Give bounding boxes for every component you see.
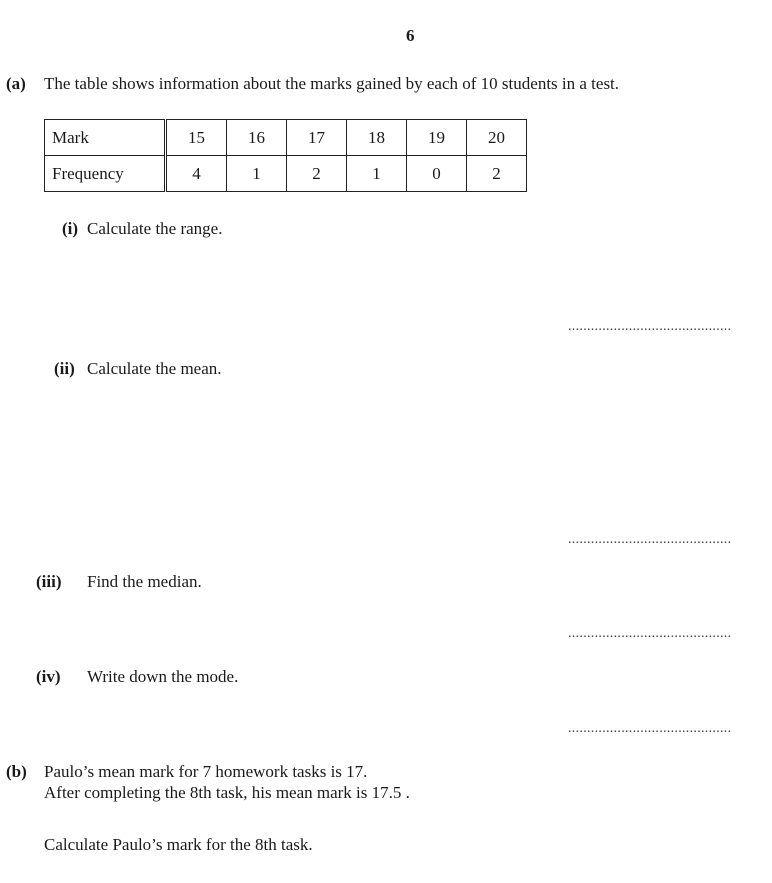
- question-ii-text: Calculate the mean.: [87, 359, 222, 378]
- table-cell-mark: 15: [166, 120, 227, 156]
- table-cell-mark: 20: [467, 120, 527, 156]
- row-header-mark: Mark: [45, 120, 166, 156]
- part-a-intro: The table shows information about the marks gained by each of 10 students in a test.: [44, 74, 620, 93]
- table-cell-mark: 16: [227, 120, 287, 156]
- answer-line-iv[interactable]: ...........................................: [568, 721, 732, 736]
- answer-line-i[interactable]: ...........................................: [568, 319, 732, 334]
- table-row-mark: [45, 120, 527, 156]
- page-number: 6: [406, 26, 415, 45]
- table-cell-frequency: 4: [166, 156, 227, 192]
- question-iii-label: (iii): [36, 572, 62, 591]
- part-b-line2: After completing the 8th task, his mean mark is 17.5 .: [44, 783, 410, 802]
- table-cell-frequency: 1: [227, 156, 287, 192]
- table-cell-mark: 17: [287, 120, 347, 156]
- question-iv-text: Write down the mode.: [87, 667, 239, 686]
- question-iv-label: (iv): [36, 667, 61, 686]
- table-cell-frequency: 0: [407, 156, 467, 192]
- table-cell-mark: 18: [347, 120, 407, 156]
- part-b-label: (b): [6, 762, 27, 781]
- row-header-frequency: Frequency: [45, 156, 166, 192]
- table-cell-mark: 19: [407, 120, 467, 156]
- table-cell-frequency: 2: [287, 156, 347, 192]
- marks-frequency-table: [44, 119, 527, 192]
- part-a-label: (a): [6, 74, 26, 93]
- answer-line-ii[interactable]: ...........................................: [568, 532, 732, 547]
- table-cell-frequency: 2: [467, 156, 527, 192]
- answer-line-iii[interactable]: ...........................................: [568, 626, 732, 641]
- part-b-instruction: Calculate Paulo’s mark for the 8th task.: [44, 835, 313, 854]
- part-b-line1: Paulo’s mean mark for 7 homework tasks is 17.: [44, 762, 368, 781]
- question-i-label: (i): [62, 219, 79, 238]
- question-i-text: Calculate the range.: [87, 219, 223, 238]
- table-row-frequency: [45, 156, 527, 192]
- question-iii-text: Find the median.: [87, 572, 202, 591]
- table-cell-frequency: 1: [347, 156, 407, 192]
- question-ii-label: (ii): [54, 359, 75, 378]
